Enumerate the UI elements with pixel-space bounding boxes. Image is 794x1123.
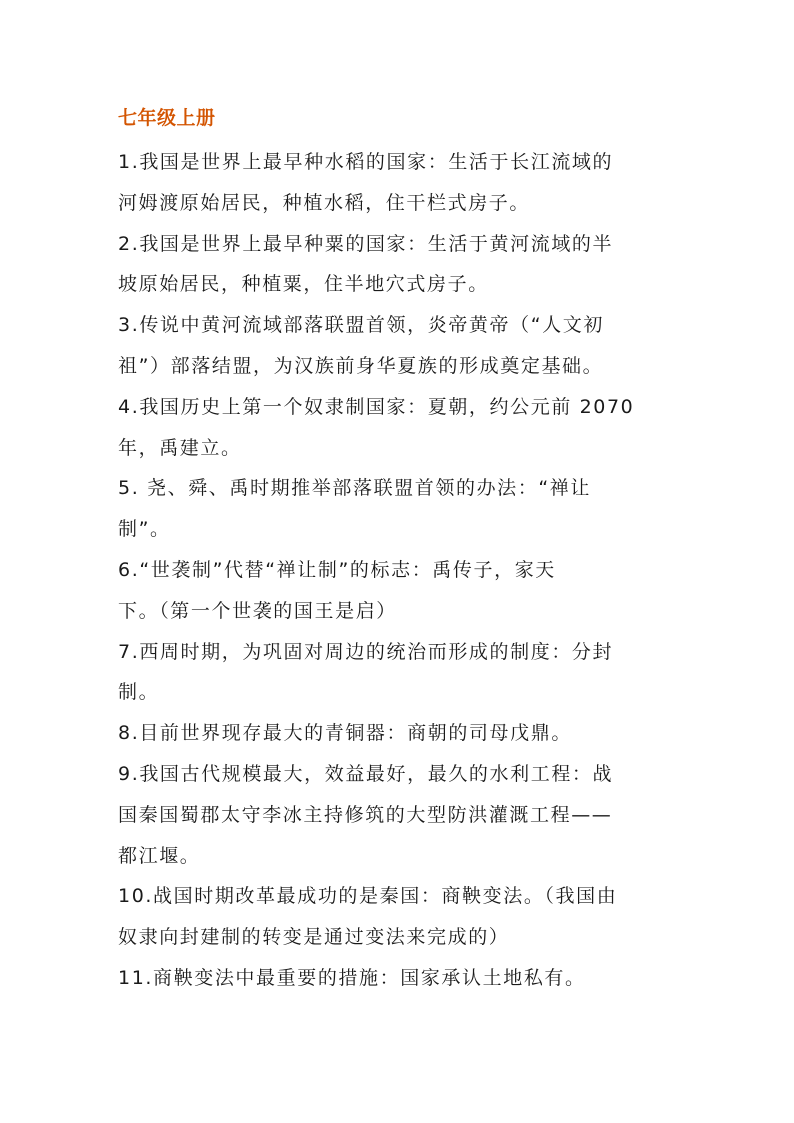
item-1-line-1: 1.我国是世界上最早种水稻的国家：生活于长江流域的 xyxy=(118,151,614,173)
list-item-4 xyxy=(118,387,678,469)
list-item-1 xyxy=(118,142,678,224)
item-7-line-2: 制。 xyxy=(118,681,160,704)
item-4-line-1: 4.我国历史上第一个奴隶制国家：夏朝，约公元前 2070 xyxy=(118,395,635,418)
list-item-10 xyxy=(118,876,678,958)
section-heading: 七年级上册 xyxy=(118,107,216,129)
item-4-line-2: 年，禹建立。 xyxy=(118,436,242,459)
item-3-line-2: 祖”）部落结盟，为汉族前身华夏族的形成奠定基础。 xyxy=(118,354,604,377)
item-9-line-3: 都江堰。 xyxy=(118,844,201,867)
list-item-8 xyxy=(118,713,678,754)
item-2-line-2: 坡原始居民，种植粟，住半地穴式房子。 xyxy=(118,273,489,296)
list-item-5 xyxy=(118,468,678,550)
list-item-6 xyxy=(118,550,678,632)
item-8-line-1: 8.目前世界现存最大的青铜器：商朝的司母戊鼎。 xyxy=(118,722,572,745)
list-item-2 xyxy=(118,224,678,306)
list-item-11 xyxy=(118,958,678,999)
item-2-line-1: 2.我国是世界上最早种粟的国家：生活于黄河流域的半 xyxy=(118,232,614,255)
item-9-line-2: 国秦国蜀郡太守李冰主持修筑的大型防洪灌溉工程—— xyxy=(118,803,613,826)
item-3-line-1: 3.传说中黄河流域部落联盟首领，炎帝黄帝（“人文初 xyxy=(118,314,604,337)
list-item-7 xyxy=(118,632,678,714)
item-5-line-2: 制”。 xyxy=(118,518,171,541)
item-11-line-1: 11.商鞅变法中最重要的措施：国家承认土地私有。 xyxy=(118,966,586,989)
item-9-line-1: 9.我国古代规模最大，效益最好，最久的水利工程：战 xyxy=(118,762,614,785)
item-6-line-2: 下。（第一个世袭的国王是启） xyxy=(118,599,397,622)
item-7-line-1: 7.西周时期，为巩固对周边的统治而形成的制度：分封 xyxy=(118,640,614,663)
document-page xyxy=(118,104,678,999)
item-6-line-1: 6.“世袭制”代替“禅让制”的标志：禹传子，家天 xyxy=(118,558,556,581)
list-item-9 xyxy=(118,754,678,876)
item-1-line-2: 河姆渡原始居民，种植水稻，住干栏式房子。 xyxy=(118,191,531,214)
item-10-line-1: 10.战国时期改革最成功的是秦国：商鞅变法。（我国由 xyxy=(118,885,618,908)
list-item-3 xyxy=(118,305,678,387)
item-5-line-1: 5. 尧、舜、禹时期推举部落联盟首领的办法：“禅让 xyxy=(118,477,592,500)
item-10-line-2: 奴隶向封建制的转变是通过变法来完成的） xyxy=(118,926,510,949)
